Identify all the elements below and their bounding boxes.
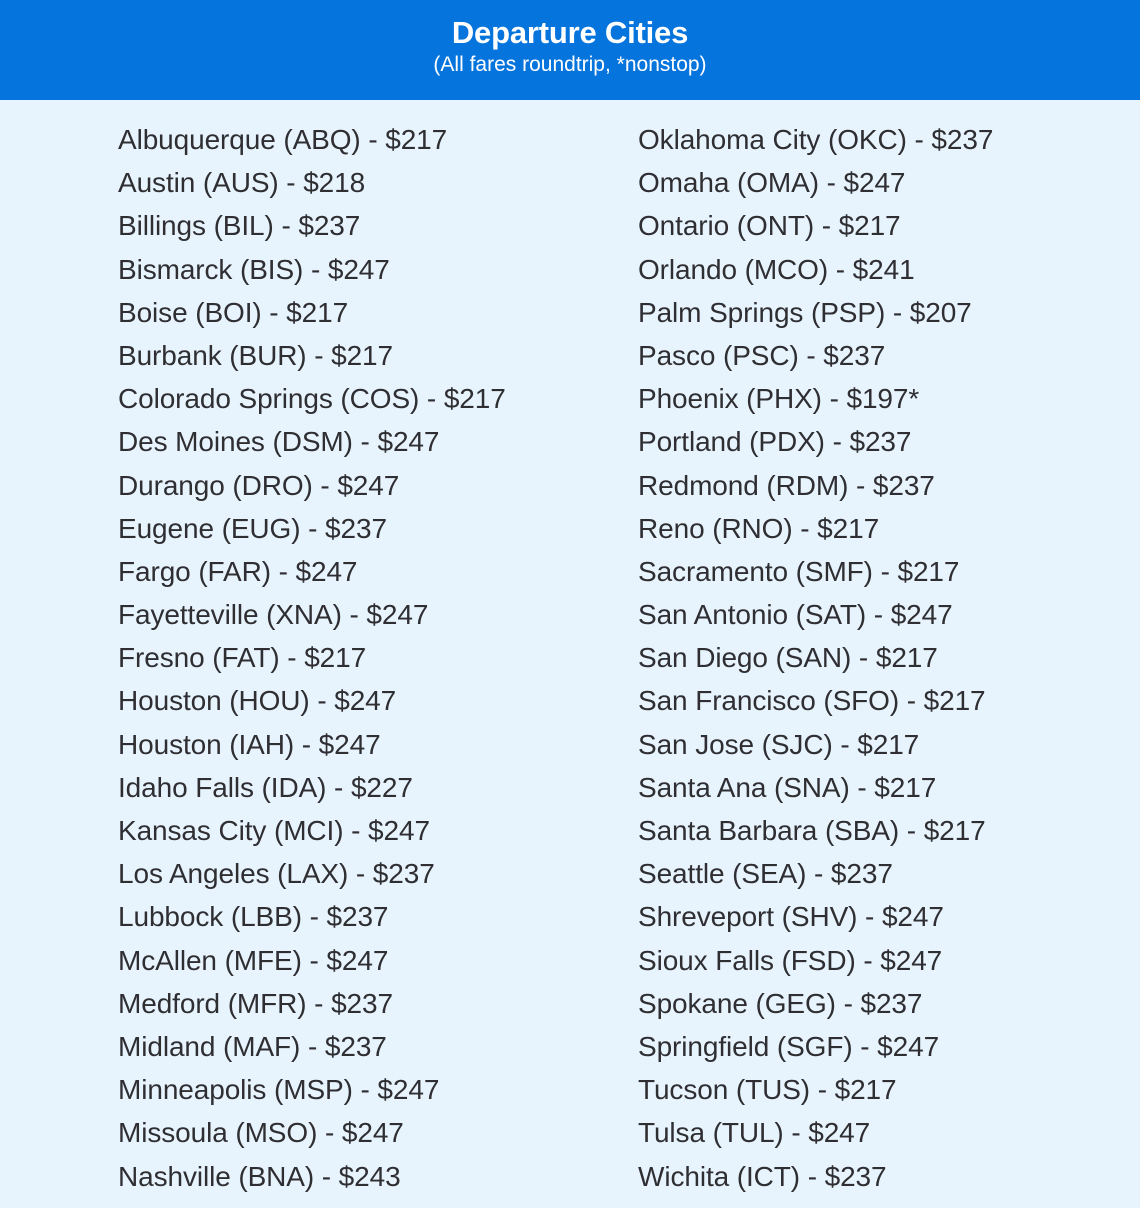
list-item: Colorado Springs (COS) - $217 (118, 383, 506, 415)
list-item: Reno (RNO) - $217 (638, 512, 880, 544)
list-item: Orlando (MCO) - $241 (638, 253, 915, 285)
list-item: Spokane (GEG) - $237 (638, 987, 923, 1019)
list-item: Fargo (FAR) - $247 (118, 555, 358, 587)
page-title: Departure Cities (451, 15, 689, 50)
list-item: Phoenix (PHX) - $197* (638, 383, 920, 415)
header-banner (0, 0, 1140, 100)
list-item: San Diego (SAN) - $217 (638, 642, 938, 674)
list-item: Portland (PDX) - $237 (638, 426, 912, 458)
list-item: Fresno (FAT) - $217 (118, 642, 367, 674)
list-item: Oklahoma City (OKC) - $237 (638, 124, 994, 155)
list-item: Houston (HOU) - $247 (118, 685, 397, 717)
list-item: Albuquerque (ABQ) - $217 (118, 124, 448, 155)
city-list-left-column (118, 118, 506, 1198)
city-list-right-column (638, 118, 993, 1198)
list-item: Seattle (SEA) - $237 (638, 858, 893, 890)
list-item: Springfield (SGF) - $247 (638, 1030, 940, 1062)
list-item: Boise (BOI) - $217 (118, 296, 349, 328)
list-item: Fayetteville (XNA) - $247 (118, 599, 429, 631)
list-item: Palm Springs (PSP) - $207 (638, 296, 972, 328)
list-item: Redmond (RDM) - $237 (638, 469, 935, 501)
list-item: Kansas City (MCI) - $247 (118, 815, 430, 846)
list-item: Midland (MAF) - $237 (118, 1030, 387, 1062)
list-item: Ontario (ONT) - $217 (638, 210, 901, 242)
page-subtitle: (All fares roundtrip, *nonstop) (433, 53, 707, 76)
list-item: Billings (BIL) - $237 (118, 210, 361, 242)
list-item: Santa Barbara (SBA) - $217 (638, 815, 986, 846)
list-item: McAllen (MFE) - $247 (118, 944, 389, 976)
list-item: Sacramento (SMF) - $217 (638, 555, 960, 587)
list-item: San Antonio (SAT) - $247 (638, 599, 953, 631)
list-item: Wichita (ICT) - $237 (638, 1160, 887, 1192)
list-item: Missoula (MSO) - $247 (118, 1117, 404, 1149)
list-item: Minneapolis (MSP) - $247 (118, 1074, 440, 1106)
list-item: Shreveport (SHV) - $247 (638, 901, 944, 933)
list-item: Austin (AUS) - $218 (118, 167, 366, 199)
list-item: Nashville (BNA) - $243 (118, 1160, 401, 1192)
list-item: Houston (IAH) - $247 (118, 728, 381, 760)
list-item: Omaha (OMA) - $247 (638, 167, 906, 199)
list-item: Burbank (BUR) - $217 (118, 339, 394, 371)
list-item: Los Angeles (LAX) - $237 (118, 858, 435, 890)
list-item: Eugene (EUG) - $237 (118, 512, 387, 544)
list-item: Tulsa (TUL) - $247 (638, 1117, 871, 1149)
list-item: Bismarck (BIS) - $247 (118, 253, 390, 285)
list-item: Lubbock (LBB) - $237 (118, 901, 389, 933)
list-item: San Francisco (SFO) - $217 (638, 685, 986, 717)
list-item: Tucson (TUS) - $217 (638, 1074, 897, 1106)
list-item: Des Moines (DSM) - $247 (118, 426, 440, 458)
city-list-panel (0, 100, 1140, 1208)
list-item: Idaho Falls (IDA) - $227 (118, 771, 413, 803)
list-item: Durango (DRO) - $247 (118, 469, 400, 501)
list-item: Medford (MFR) - $237 (118, 987, 393, 1019)
list-item: Sioux Falls (FSD) - $247 (638, 944, 943, 976)
list-item: Santa Ana (SNA) - $217 (638, 771, 937, 803)
list-item: Pasco (PSC) - $237 (638, 339, 886, 371)
list-item: San Jose (SJC) - $217 (638, 728, 920, 760)
